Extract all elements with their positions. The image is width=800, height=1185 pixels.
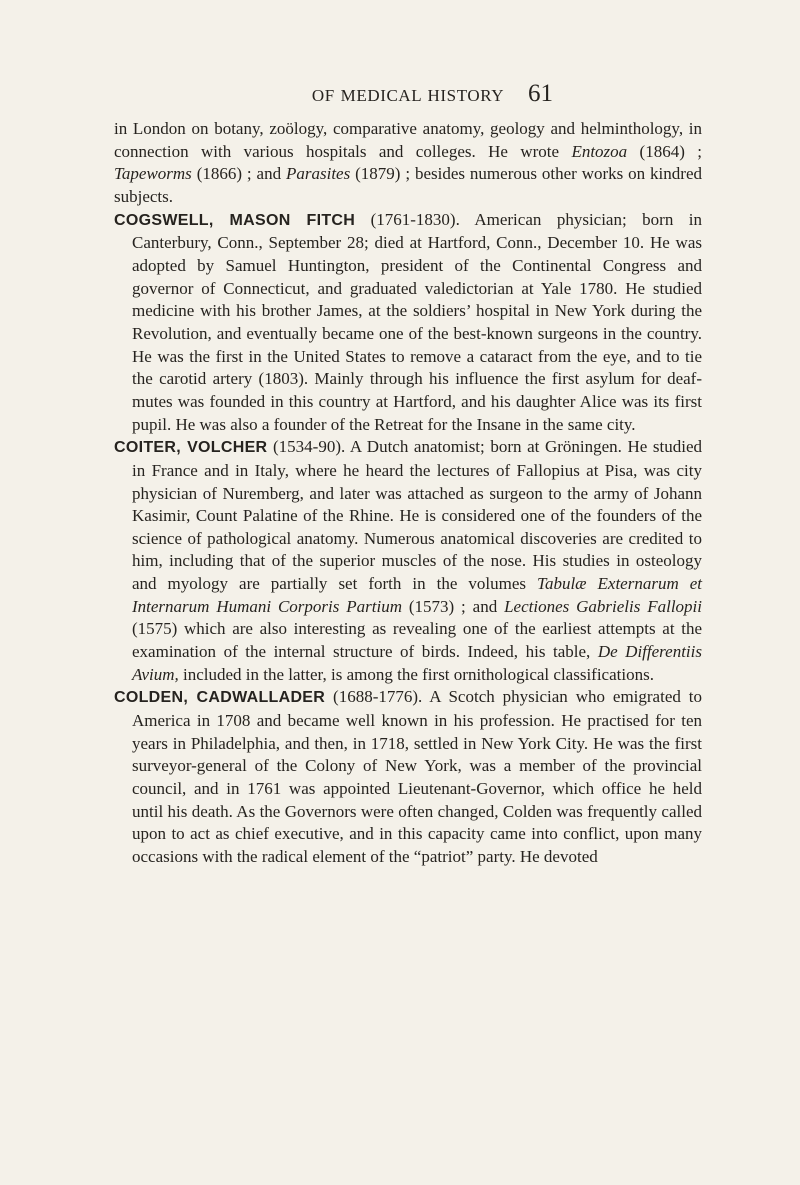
book-title-tapeworms: Tapeworms	[114, 164, 192, 184]
entry-headword-cogswell: COGSWELL, MASON FITCH	[114, 211, 356, 229]
continuation-paragraph	[114, 118, 702, 209]
continuation-text-1: in London on botany, zoölogy, comparative anatomy, geology and helminthology, in connection with various hospitals and colleges. He wrote	[114, 119, 702, 161]
continuation-text-2: (1864) ;	[627, 141, 702, 161]
body-text	[114, 118, 702, 869]
continuation-text-3: (1866) ; and	[191, 164, 286, 184]
entry-text-colden: (1688-1776). A Scotch physician who emigrated to America in 1708 and became well known in his profession. He practised for ten years in Philadelphia, and then, in 1718, settled in New York City. He was the first surveyor-general of the Colony of New York, was a member of the provincial council, and in 1761 was appointed Lieutenant-Governor, which office he held until his death. As the Governors were often changed, Colden was frequently called upon to act as chief executive, and in this capacity came into conflict, upon many occasions with the radical element of the “patriot” party. He devoted	[132, 687, 702, 866]
entry-headword-colden: COLDEN, CADWALLADER	[114, 689, 326, 707]
entry-text-cogswell: (1761-1830). American physician; born in Canterbury, Conn., September 28; died at Hartford, Conn., December 10. He was adopted by Samuel Huntington, president of the Continental Congress and governor of Connecticut, and graduated valedictorian at Yale 1780. He studied medicine with his brother James, at the soldiers’ hospital in New York during the Revolution, and eventually became one of the best-known surgeons in the country. He was the first in the United States to remove a cataract from the eye, and to tie the carotid artery (1803). Mainly through his influence the first asylum for deaf-mutes was founded in this country at Hartford, and his daughter Alice was its first pupil. He was also a founder of the Retreat for the Insane in the same city.	[132, 209, 702, 434]
page-number: 61	[528, 80, 553, 107]
entry-colden	[114, 686, 702, 868]
entry-text-coiter-3: (1575) which are also interesting as revealing one of the earliest attempts at the examination of the internal structure of birds. Indeed, his table,	[132, 619, 702, 662]
entry-cogswell	[114, 209, 702, 437]
entry-headword-coiter: COITER, VOLCHER	[114, 439, 268, 457]
continuation-text-4: (1879) ; besides numerous other works on kindred subjects.	[114, 164, 702, 206]
entry-text-coiter-2: (1573) ; and	[401, 596, 505, 616]
book-title-lectiones: Lectiones Gabrielis Fallopii	[504, 596, 703, 616]
running-title: OF MEDICAL HISTORY	[311, 86, 505, 105]
entry-text-coiter-1: (1534-90). A Dutch anatomist; born at Gröningen. He studied in France and in Italy, where he heard the lectures of Fallopius at Pisa, was city physician of Nuremberg, and later was attached as surgeon to the army of Johann Kasimir, Count Palatine of the Rhine. He is considered one of the founders of the science of pathological anatomy. Numerous anatomical discoveries are credited to him, including that of the superior muscles of the nose. His studies in osteology and myology are partially set forth in the volumes	[132, 437, 702, 594]
book-title-tabulae: Tabulæ Externarum et Internarum Humani Corporis Partium	[132, 574, 703, 616]
book-title-de-differentiis: De Differentiis Avium,	[132, 642, 702, 684]
book-title-entozoa: Entozoa	[571, 141, 628, 161]
book-title-parasites: Parasites	[286, 164, 351, 184]
entry-text-coiter-4: included in the latter, is among the first ornithological classifications.	[178, 664, 654, 684]
entry-coiter	[114, 436, 702, 686]
